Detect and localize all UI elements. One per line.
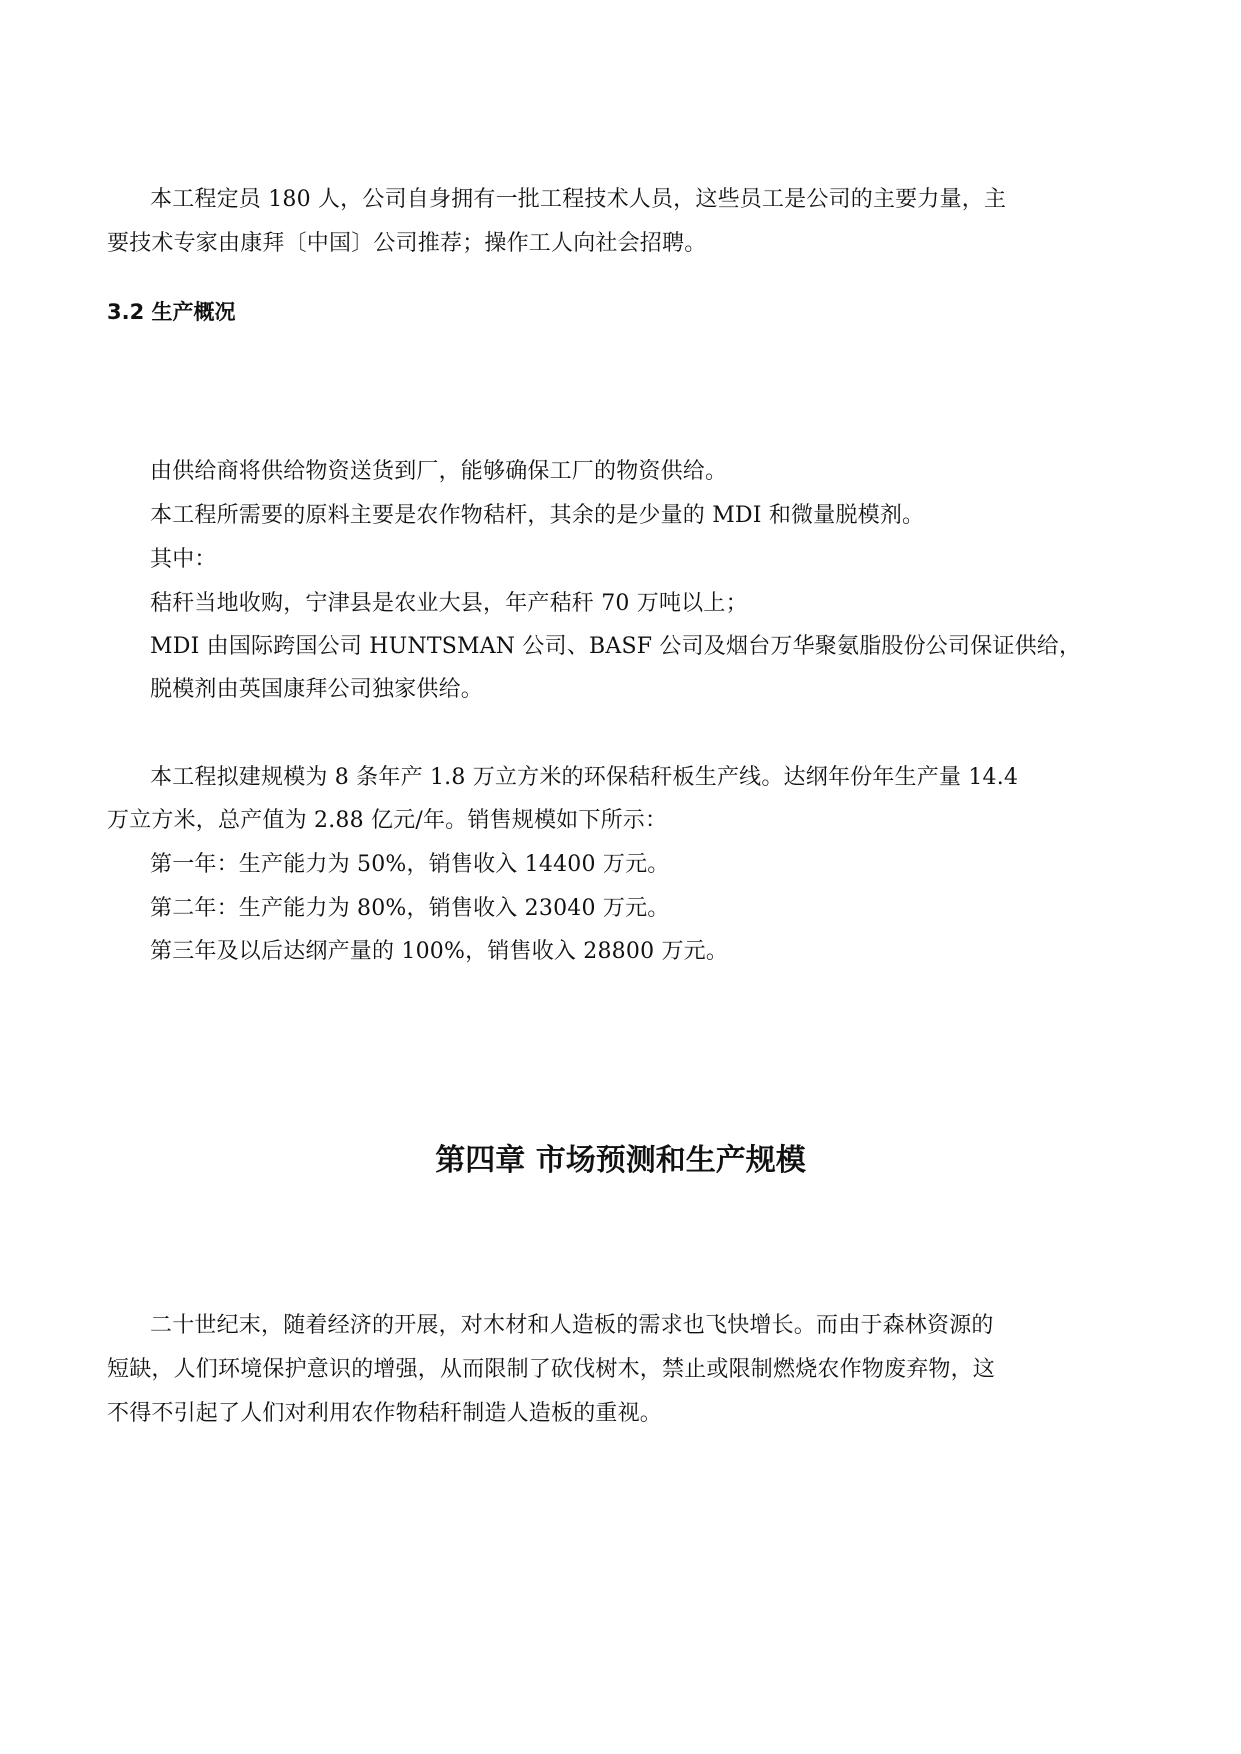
scale-line-3: 第一年：生产能力为 50%，销售收入 14400 万元。 — [150, 852, 670, 877]
supply-line-3: 其中： — [150, 547, 217, 572]
staff-paragraph-line-2: 要技术专家由康拜〔中国〕公司推荐；操作工人向社会招聘。 — [107, 231, 707, 256]
market-line-3: 不得不引起了人们对利用农作物秸秆制造人造板的重视。 — [107, 1401, 663, 1426]
section-heading: 3.2 生产概况 — [107, 300, 236, 324]
market-line-2: 短缺，人们环境保护意识的增强，从而限制了砍伐树木，禁止或限制燃烧农作物废弃物，这 — [107, 1357, 996, 1382]
chapter-title: 第四章 市场预测和生产规模 — [435, 1143, 806, 1178]
supply-line-4: 秸秆当地收购，宁津县是农业大县，年产秸秆 70 万吨以上； — [150, 591, 748, 616]
scale-line-1: 本工程拟建规模为 8 条年产 1.8 万立方米的环保秸秆板生产线。达纲年份年生产量 14.4 — [150, 765, 1019, 790]
supply-line-2: 本工程所需要的原料主要是农作物秸杆，其余的是少量的 MDI 和微量脱模剂。 — [150, 503, 925, 528]
staff-paragraph-line-1: 本工程定员 180 人，公司自身拥有一批工程技术人员，这些员工是公司的主要力量，主 — [150, 187, 1007, 212]
scale-line-4: 第二年：生产能力为 80%，销售收入 23040 万元。 — [150, 896, 670, 921]
supply-line-6: 脱模剂由英国康拜公司独家供给。 — [150, 677, 484, 702]
market-line-1: 二十世纪末，随着经济的开展，对木材和人造板的需求也飞快增长。而由于森林资源的 — [150, 1313, 994, 1338]
supply-line-1: 由供给商将供给物资送货到厂，能够确保工厂的物资供给。 — [150, 459, 728, 484]
scale-line-2: 万立方米，总产值为 2.88 亿元/年。销售规模如下所示： — [107, 808, 668, 833]
scale-line-5: 第三年及以后达纲产量的 100%，销售收入 28800 万元。 — [150, 939, 729, 964]
supply-line-5: MDI 由国际跨国公司 HUNTSMAN 公司、BASF 公司及烟台万华聚氨脂股份公司保证供给， — [150, 634, 1082, 659]
